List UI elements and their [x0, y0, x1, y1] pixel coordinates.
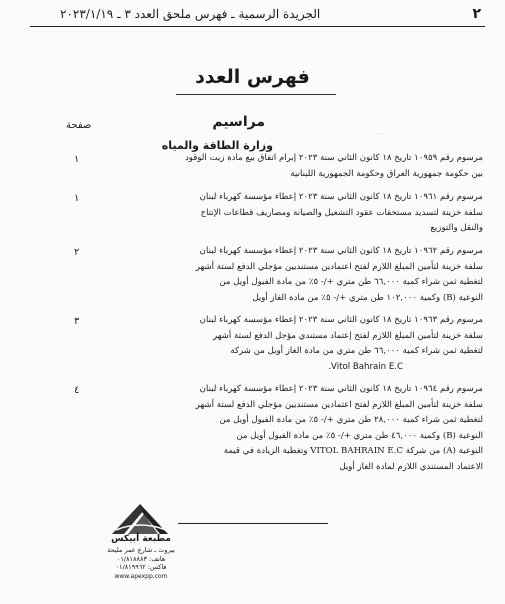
printer-name: مطبعة أبيكس	[111, 534, 171, 544]
page-number: ٢	[472, 6, 481, 22]
title-underline	[176, 94, 336, 95]
entry-page-number: ١	[74, 154, 80, 165]
entry-line: مرسوم رقم ١٠٩٦٣ تاريخ ١٨ كانون الثاني سنة ٢٠٢٣ إعطاء مؤسسة كهرباء لبنان	[199, 315, 483, 325]
entry-line: سلفة خزينة لتسديد مستحقات عقود التشغيل والصيانة ومصاريف قطاعات الإنتاج	[200, 207, 483, 218]
entry-line: مرسوم رقم ١٠٩٦٤ تاريخ ١٨ كانون الثاني سنة ٢٠٢٣ إعطاء مؤسسة كهرباء لبنان	[199, 384, 483, 394]
entry-page-number: ٤	[74, 385, 80, 396]
printer-website: www.apexpp.com	[114, 573, 168, 580]
page-column-header: صفحة	[66, 120, 92, 131]
index-entry	[43, 151, 483, 182]
printer-fax: فاكس: ٠١/٨١٩٩٦٢	[115, 563, 167, 571]
apex-logo-icon	[110, 500, 170, 536]
ministry-heading: وزارة الطاقة والمياه	[161, 139, 273, 152]
entry-line: لتغطية ثمن شراء كمية ٢٨,٠٠٠ طن متري +/- ٥٪ من مادة الفيول أويل من	[219, 415, 483, 425]
printer-logo	[96, 500, 186, 580]
entry-page-number: ١	[74, 193, 80, 204]
entry-page-number: ٢	[74, 247, 80, 258]
index-entry	[43, 190, 483, 237]
entry-line: النوعية (A) من شركة VITOL BAHRAIN E.C وتغطية الزيادة في قيمة	[223, 446, 483, 456]
index-entry	[43, 313, 483, 375]
entry-line: سلفة خزينة لتأمين المبلغ اللازم لفتح اعتمادين مستنديين مؤجلي الدفع لستة أشهر	[195, 261, 483, 272]
entry-line: Vitol Bahrain E.C.	[328, 361, 403, 372]
entry-line: مرسوم رقم ١٠٩٦١ تاريخ ١٨ كانون الثاني سنة ٢٠٢٣ إعطاء مؤسسة كهرباء لبنان	[199, 192, 483, 202]
entry-line: النوعية (B) وكمية ١٠٢,٠٠٠ طن متري +/- ٥٪ من مادة الغاز أويل	[252, 292, 483, 303]
printer-address: بيروت ـ شارع عمر مليحة	[107, 546, 175, 554]
entry-line: الاعتماد المستندي اللازم لمادة الغاز أويل	[339, 461, 483, 472]
entry-line: سلفة خزينة لتأمين المبلغ اللازم لفتح إعتماد مستندي مؤجل الدفع لستة أشهر	[212, 330, 483, 341]
entry-line: النوعية (B) وكمية ٤٦,٠٠٠ طن متري +/- ٥٪ من مادة الفيول أويل من	[236, 430, 483, 441]
entry-line: لتغطية ثمن شراء كمية ٦٦,٠٠٠ طن متري من مادة الغاز أويل من شركة	[230, 346, 483, 356]
entry-line: لتغطية ثمن شراء كمية ٦٦,٠٠٠ طن متري +/- ٥٪ من مادة الفيول أويل من	[219, 277, 483, 287]
header-rule	[30, 26, 485, 27]
entry-line: والنقل والتوزيع	[430, 223, 483, 233]
page-title: فهرس العدد	[195, 66, 310, 88]
entry-line: بين حكومة جمهورية العراق وحكومة الجمهورية اللبنانية	[290, 168, 483, 179]
entry-line: مرسوم رقم ١٠٩٦٢ تاريخ ١٨ كانون الثاني سنة ٢٠٢٣ إعطاء مؤسسة كهرباء لبنان	[199, 246, 483, 256]
index-entry	[43, 382, 483, 475]
header-text: الجريدة الرسمية ـ فهرس ملحق العدد ٣ ـ ٢٠٢٣/١/١٩	[60, 7, 321, 21]
printer-phone: هاتف: ٠١/٨١٨٨٨٣	[116, 555, 166, 563]
closing-rule	[178, 523, 328, 524]
index-entry	[43, 244, 483, 306]
section-heading: مراسيم	[212, 114, 265, 130]
page-header	[0, 6, 505, 24]
faint-marks: · · · ·	[372, 130, 388, 138]
entry-line: مرسوم رقم ١٠٩٥٩ تاريخ ١٨ كانون الثاني سنة ٢٠٢٣ إبرام اتفاق بيع مادة زيت الوقود	[184, 153, 483, 163]
entry-line: سلفة خزينة لتأمين المبلغ اللازم لفتح اعتمادين مستنديين مؤجلي الدفع لستة أشهر	[195, 399, 483, 410]
entry-page-number: ٣	[74, 316, 80, 327]
